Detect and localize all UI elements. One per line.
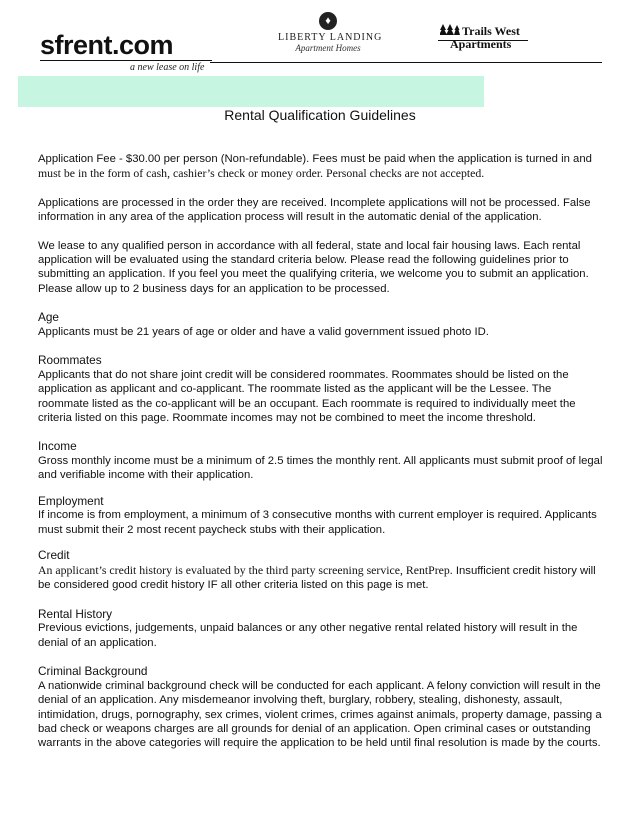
letterhead bbox=[0, 0, 640, 80]
sfrent-tagline: a new lease on life bbox=[130, 62, 205, 73]
credit-body: An applicant’s credit history is evaluated by the third party screening service, RentPrep. Insufficient credit history will be considered good credit history IF all other criteria listed on this page is met. bbox=[38, 562, 596, 592]
liberty-landing-name: LIBERTY LANDING bbox=[278, 32, 383, 43]
rental-history-body: Previous evictions, judgements, unpaid balances or any other negative rental related history will result in the denial of an application. bbox=[38, 622, 578, 649]
header-rule bbox=[210, 62, 602, 63]
trees-icon bbox=[440, 24, 460, 38]
roommates-heading: Roommates bbox=[38, 353, 102, 368]
bell-icon: ♦ bbox=[319, 12, 337, 30]
processing-paragraph: Applications are processed in the order they are received. Incomplete applications will not be processed. False information in any area of the application process will result in the automatic denial of the application. bbox=[38, 196, 591, 224]
employment-heading: Employment bbox=[38, 493, 104, 508]
age-heading: Age bbox=[38, 310, 59, 325]
trails-west-apartments: Apartments bbox=[450, 37, 512, 51]
roommates-body: Applicants that do not share joint credit will be considered roommates. Roommates should be listed on the application as applicant and co-applicant. The roommate listed as the applicant will be the Lessee. The roommate listed as the co-applicant will be an occupant. Each roommate is required to individually meet the criteria listed on this page. Roommate incomes may not be combined to meet the income threshold. bbox=[38, 368, 576, 425]
trails-west-name: Trails West bbox=[462, 24, 520, 38]
income-body: Gross monthly income must be a minimum of 2.5 times the monthly rent. All applicants must submit proof of legal and verifiable income with their application. bbox=[38, 455, 603, 482]
guidelines-body bbox=[38, 151, 604, 751]
employment-body: If income is from employment, a minimum of 3 consecutive months with current employer is required. Applicants must submit their 2 most recent paycheck stubs with their application. bbox=[38, 509, 597, 536]
trails-west-rule bbox=[438, 40, 528, 41]
fair-housing-paragraph: We lease to any qualified person in accordance with all federal, state and local fair housing laws. Each rental application will be evaluated using the standard criteria below. Please read the following guidelines prior to submitting an application. If you feel you meet the qualifying criteria, we welcome you to submit an application. Please allow up to 2 business days for an application to be processed. bbox=[38, 239, 589, 295]
sfrent-underline bbox=[40, 60, 212, 61]
criminal-background-heading: Criminal Background bbox=[38, 664, 148, 679]
rental-history-heading: Rental History bbox=[38, 606, 113, 621]
criminal-background-body: A nationwide criminal background check will be conducted for each applicant. A felony conviction will result in the denial of an application. Any misdemeanor involving theft, burglary, robbery, stealing, dishonesty, assault, intimidation, drugs, pornography, sex crimes, violent crimes, crimes against animals, property damage, passing a bad check or weapons charges are all grounds for denial of an application. Open criminal cases or outstanding warrants in the above categories will require the application to be held until final resolution is made by the courts. bbox=[38, 679, 602, 750]
liberty-landing-sub: Apartment Homes bbox=[295, 43, 361, 53]
credit-heading: Credit bbox=[38, 548, 70, 563]
application-fee-paragraph: Application Fee - $30.00 per person (Non-refundable). Fees must be paid when the application is turned in and must be in the form of cash, cashier’s check or money order. Personal checks are not accepted. bbox=[38, 153, 592, 181]
sfrent-logo bbox=[40, 30, 205, 73]
trails-west-logo bbox=[440, 24, 530, 51]
green-banner bbox=[18, 76, 484, 107]
age-body: Applicants must be 21 years of age or older and have a valid government issued photo ID. bbox=[38, 325, 489, 338]
liberty-landing-logo bbox=[278, 12, 383, 53]
income-heading: Income bbox=[38, 439, 77, 454]
sfrent-wordmark: sfrent.com bbox=[40, 30, 174, 60]
page-title: Rental Qualification Guidelines bbox=[224, 107, 416, 123]
